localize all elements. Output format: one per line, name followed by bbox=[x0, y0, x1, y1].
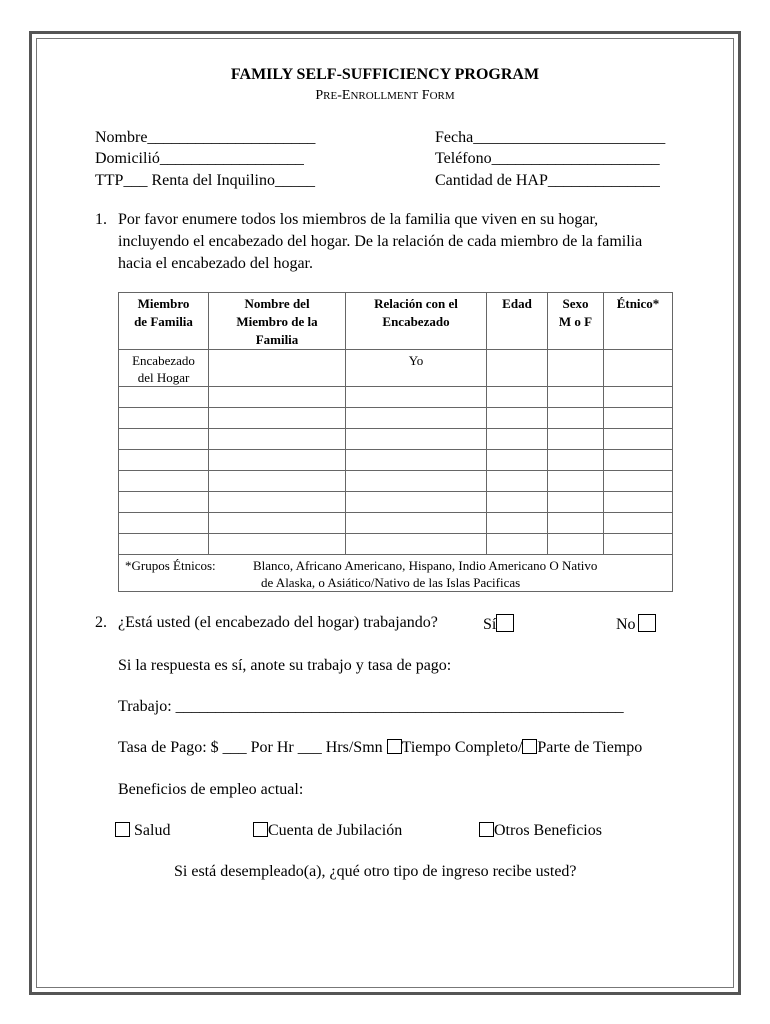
jubilacion-checkbox[interactable] bbox=[253, 822, 268, 837]
cell[interactable] bbox=[604, 408, 673, 429]
no-option[interactable] bbox=[616, 614, 656, 634]
cell[interactable] bbox=[604, 492, 673, 513]
cell[interactable] bbox=[346, 408, 487, 429]
cell[interactable] bbox=[487, 534, 548, 555]
cell[interactable] bbox=[119, 450, 209, 471]
cell[interactable] bbox=[346, 450, 487, 471]
cell[interactable] bbox=[548, 534, 604, 555]
table-row bbox=[119, 471, 673, 492]
cell[interactable] bbox=[604, 429, 673, 450]
cell[interactable] bbox=[548, 408, 604, 429]
cell[interactable] bbox=[487, 492, 548, 513]
otros-checkbox[interactable] bbox=[479, 822, 494, 837]
cell[interactable] bbox=[548, 387, 604, 408]
cell[interactable] bbox=[548, 492, 604, 513]
no-checkbox[interactable] bbox=[638, 614, 656, 632]
tasa-de-pago-fields[interactable]: Tasa de Pago: $ ___ Por Hr ___ Hrs/Smn bbox=[118, 739, 383, 756]
hap-field[interactable]: Cantidad de HAP______________ bbox=[435, 172, 660, 189]
nombre-field[interactable]: Nombre_____________________ bbox=[95, 129, 316, 146]
cell-age[interactable] bbox=[487, 350, 548, 387]
otros-label: Otros Beneficios bbox=[494, 822, 602, 839]
full-time-checkbox[interactable] bbox=[387, 739, 402, 754]
table-footnote-row bbox=[119, 555, 673, 592]
table-row bbox=[119, 450, 673, 471]
benefits-label: Beneficios de empleo actual: bbox=[118, 781, 304, 798]
cell[interactable] bbox=[209, 492, 346, 513]
family-members-table bbox=[118, 292, 673, 592]
cell[interactable] bbox=[119, 513, 209, 534]
question-2-number: 2. bbox=[95, 614, 107, 631]
jubilacion-label: Cuenta de Jubilación bbox=[268, 822, 403, 839]
yes-checkbox[interactable] bbox=[496, 614, 514, 632]
cell[interactable] bbox=[487, 471, 548, 492]
domicilio-field[interactable]: Domicilió__________________ bbox=[95, 150, 304, 167]
question-1-line-1: Por favor enumere todos los miembros de la familia que viven en su hogar, bbox=[118, 211, 599, 228]
cell[interactable] bbox=[209, 450, 346, 471]
question-1-line-2: incluyendo el encabezado del hogar. De la relación de cada miembro de la familia bbox=[118, 233, 643, 250]
table-row bbox=[119, 492, 673, 513]
cell[interactable] bbox=[548, 471, 604, 492]
if-yes-instruction: Si la respuesta es sí, anote su trabajo y tasa de pago: bbox=[118, 657, 452, 674]
table-header-row bbox=[119, 293, 673, 350]
telefono-field[interactable]: Teléfono_____________________ bbox=[435, 150, 660, 167]
form-subtitle: PRE-ENROLLMENT FORM bbox=[315, 88, 455, 103]
cell[interactable] bbox=[119, 471, 209, 492]
header-edad: Edad bbox=[487, 293, 548, 350]
cell[interactable] bbox=[346, 429, 487, 450]
ttp-renta-field[interactable]: TTP___ Renta del Inquilino_____ bbox=[95, 172, 315, 189]
cell-name[interactable] bbox=[209, 350, 346, 387]
yes-option[interactable] bbox=[483, 614, 514, 634]
cell[interactable] bbox=[604, 534, 673, 555]
cell[interactable] bbox=[604, 450, 673, 471]
header-relacion: Relación con el Encabezado bbox=[346, 293, 487, 350]
cell[interactable] bbox=[346, 387, 487, 408]
cell[interactable] bbox=[119, 387, 209, 408]
benefit-jubilacion[interactable] bbox=[253, 822, 402, 840]
full-time-label: Tiempo Completo/ bbox=[401, 739, 523, 756]
tasa-de-pago-row bbox=[118, 739, 642, 757]
cell[interactable] bbox=[209, 429, 346, 450]
cell[interactable] bbox=[346, 471, 487, 492]
cell[interactable] bbox=[119, 429, 209, 450]
cell[interactable] bbox=[119, 492, 209, 513]
cell[interactable] bbox=[487, 513, 548, 534]
fecha-field[interactable]: Fecha________________________ bbox=[435, 129, 666, 146]
cell[interactable] bbox=[119, 408, 209, 429]
cell[interactable] bbox=[209, 387, 346, 408]
header-etnico: Étnico* bbox=[604, 293, 673, 350]
cell-ethnic[interactable] bbox=[604, 350, 673, 387]
table-row bbox=[119, 534, 673, 555]
form-title: FAMILY SELF-SUFFICIENCY PROGRAM bbox=[230, 66, 540, 83]
cell[interactable] bbox=[209, 471, 346, 492]
question-1-number: 1. bbox=[95, 211, 107, 228]
cell[interactable] bbox=[209, 408, 346, 429]
cell[interactable] bbox=[346, 534, 487, 555]
question-1-line-3: hacia el encabezado del hogar. bbox=[118, 255, 313, 272]
cell-sex[interactable] bbox=[548, 350, 604, 387]
header-sexo: Sexo M o F bbox=[548, 293, 604, 350]
ethnic-groups-footnote: *Grupos Étnicos: Blanco, Africano Americano, Hispano, Indio Americano O Nativo de Alaska, o Asiático/Nativo de las Islas Pacificas bbox=[119, 555, 673, 592]
salud-checkbox[interactable] bbox=[115, 822, 130, 837]
table-row bbox=[119, 408, 673, 429]
part-time-label: Parte de Tiempo bbox=[537, 739, 643, 756]
no-label: No bbox=[616, 616, 636, 633]
yes-label: Sí bbox=[483, 616, 497, 633]
cell[interactable] bbox=[604, 387, 673, 408]
cell[interactable] bbox=[548, 429, 604, 450]
cell[interactable] bbox=[487, 387, 548, 408]
unemployed-question: Si está desempleado(a), ¿qué otro tipo de ingreso recibe usted? bbox=[174, 863, 577, 880]
header-miembro: Miembro de Familia bbox=[119, 293, 209, 350]
cell[interactable] bbox=[346, 492, 487, 513]
cell[interactable] bbox=[604, 471, 673, 492]
header-nombre: Nombre del Miembro de la Familia bbox=[209, 293, 346, 350]
salud-label: Salud bbox=[134, 822, 171, 839]
cell[interactable] bbox=[604, 513, 673, 534]
cell[interactable] bbox=[487, 450, 548, 471]
table-row bbox=[119, 350, 673, 387]
cell[interactable] bbox=[487, 408, 548, 429]
cell[interactable] bbox=[209, 513, 346, 534]
table-row bbox=[119, 513, 673, 534]
cell-member: Encabezado del Hogar bbox=[119, 350, 209, 387]
cell[interactable] bbox=[119, 534, 209, 555]
cell[interactable] bbox=[548, 450, 604, 471]
question-2-text: ¿Está usted (el encabezado del hogar) trabajando? bbox=[118, 614, 438, 631]
cell[interactable] bbox=[548, 513, 604, 534]
cell[interactable] bbox=[487, 429, 548, 450]
table-row bbox=[119, 429, 673, 450]
benefit-salud[interactable] bbox=[115, 822, 170, 840]
part-time-checkbox[interactable] bbox=[522, 739, 537, 754]
trabajo-field[interactable]: Trabajo: ________________________________________________________ bbox=[118, 698, 624, 715]
table-row bbox=[119, 387, 673, 408]
cell[interactable] bbox=[346, 513, 487, 534]
benefit-otros[interactable] bbox=[479, 822, 602, 840]
cell[interactable] bbox=[209, 534, 346, 555]
cell-relation: Yo bbox=[346, 350, 487, 387]
